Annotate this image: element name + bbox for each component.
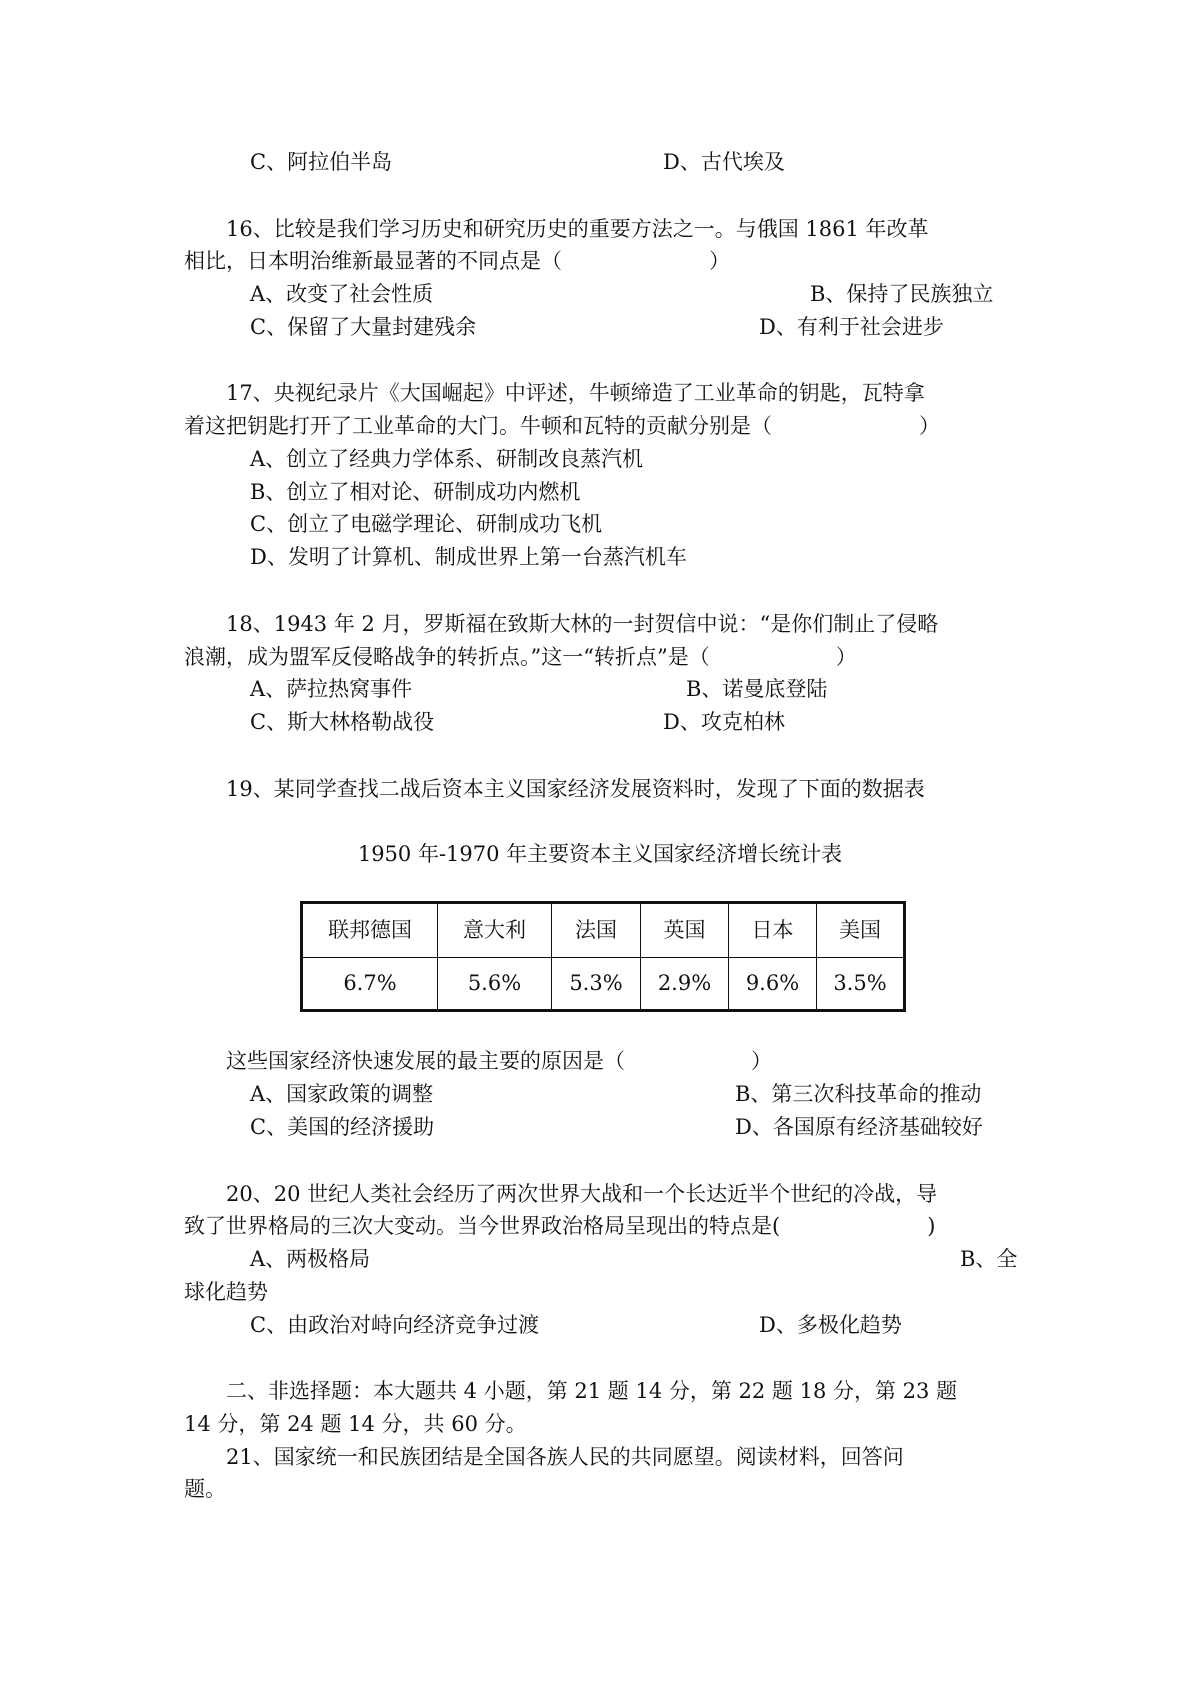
q18-stem-line1: 18、1943 年 2 月，罗斯福在致斯大林的一封贺信中说：“是你们制止了侵略	[226, 612, 939, 636]
table-header-cell: 法国	[552, 903, 641, 958]
table-header-cell: 英国	[641, 903, 729, 958]
q16-option-d: D、有利于社会进步	[759, 315, 944, 339]
q16-option-b: B、保持了民族独立	[810, 282, 994, 306]
q18-option-c: C、斯大林格勒战役	[250, 710, 435, 734]
q17-option-b: B、创立了相对论、研制成功内燃机	[250, 480, 581, 504]
table-value-cell: 6.7%	[302, 958, 438, 1011]
table-header-cell: 意大利	[438, 903, 552, 958]
table-header-cell: 美国	[817, 903, 905, 958]
q17-option-a: A、创立了经典力学体系、研制改良蒸汽机	[250, 447, 644, 471]
q18-option-d: D、攻克柏林	[663, 710, 785, 734]
section2-heading-line2: 14 分，第 24 题 14 分，共 60 分。	[184, 1412, 527, 1436]
q20-option-b-part2: 球化趋势	[184, 1280, 268, 1304]
q17-stem-line2: 着这把钥匙打开了工业革命的大门。牛顿和瓦特的贡献分别是（ ）	[184, 414, 940, 438]
q16-stem-line1: 16、比较是我们学习历史和研究历史的重要方法之一。与俄国 1861 年改革	[226, 217, 929, 241]
q21-stem-line1: 21、国家统一和民族团结是全国各族人民的共同愿望。阅读材料，回答问	[226, 1445, 904, 1469]
q20-stem-line1: 20、20 世纪人类社会经历了两次世界大战和一个长达近半个世纪的冷战，导	[226, 1182, 938, 1206]
q20-option-a: A、两极格局	[250, 1247, 371, 1271]
q16-stem-line2: 相比，日本明治维新最显著的不同点是（ ）	[184, 249, 730, 273]
table-value-cell: 9.6%	[729, 958, 817, 1011]
q19-option-d: D、各国原有经济基础较好	[735, 1115, 983, 1139]
section2-heading-line1: 二、非选择题：本大题共 4 小题，第 21 题 14 分，第 22 题 18 分，第 23 题	[226, 1379, 958, 1403]
q18-option-b: B、诺曼底登陆	[686, 677, 828, 701]
q18-option-a: A、萨拉热窝事件	[250, 677, 413, 701]
q19-stem-line1: 19、某同学查找二战后资本主义国家经济发展资料时，发现了下面的数据表	[226, 777, 925, 801]
q17-option-c: C、创立了电磁学理论、研制成功飞机	[250, 512, 603, 536]
q19-table-title: 1950 年-1970 年主要资本主义国家经济增长统计表	[357, 842, 843, 866]
q16-option-a: A、改变了社会性质	[250, 282, 434, 306]
table-value-cell: 5.3%	[552, 958, 641, 1011]
q15-option-d: D、古代埃及	[663, 150, 785, 174]
q19-option-c: C、美国的经济援助	[250, 1115, 435, 1139]
table-header-cell: 日本	[729, 903, 817, 958]
table-value-cell: 2.9%	[641, 958, 729, 1011]
table-header-cell: 联邦德国	[302, 903, 438, 958]
table-value-cell: 5.6%	[438, 958, 552, 1011]
q15-option-c: C、阿拉伯半岛	[250, 150, 393, 174]
table-value-row	[302, 958, 905, 1011]
q19-question: 这些国家经济快速发展的最主要的原因是（ ）	[226, 1049, 772, 1073]
table-value-cell: 3.5%	[817, 958, 905, 1011]
q20-stem-line2: 致了世界格局的三次大变动。当今世界政治格局呈现出的特点是( )	[184, 1214, 936, 1238]
q17-stem-line1: 17、央视纪录片《大国崛起》中评述，牛顿缔造了工业革命的钥匙，瓦特拿	[226, 381, 925, 405]
q17-option-d: D、发明了计算机、制成世界上第一台蒸汽机车	[250, 545, 687, 569]
q20-option-b-part1: B、全	[960, 1247, 1018, 1271]
q19-option-b: B、第三次科技革命的推动	[735, 1082, 982, 1106]
q19-option-a: A、国家政策的调整	[250, 1082, 434, 1106]
q16-option-c: C、保留了大量封建残余	[250, 315, 477, 339]
q18-stem-line2: 浪潮，成为盟军反侵略战争的转折点。”这一“转折点”是（ ）	[184, 645, 857, 669]
q20-option-d: D、多极化趋势	[759, 1313, 902, 1337]
q21-stem-line2: 题。	[184, 1477, 226, 1501]
table-header-row	[302, 903, 905, 958]
economic-growth-table	[300, 901, 906, 1012]
q20-option-c: C、由政治对峙向经济竞争过渡	[250, 1313, 540, 1337]
